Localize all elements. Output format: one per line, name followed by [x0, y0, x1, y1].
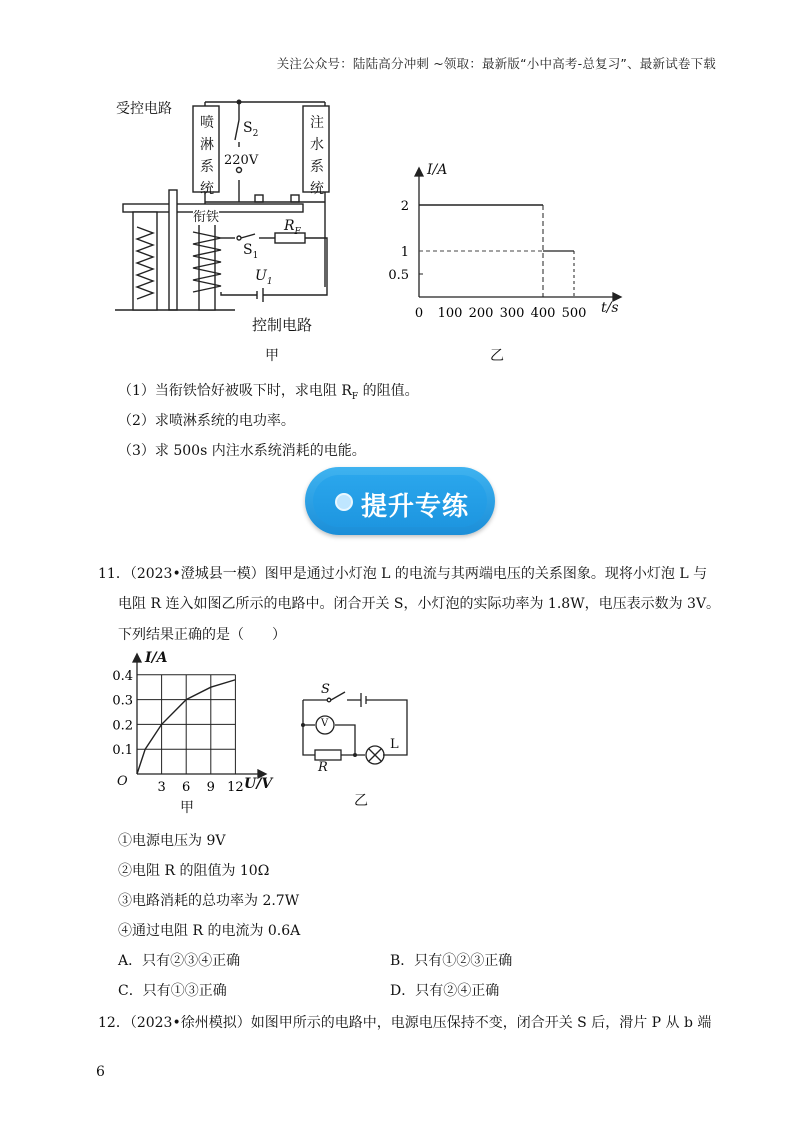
fig1-caption: 甲 [265, 348, 279, 364]
box-char: 统 [310, 181, 324, 197]
spray-system-box [194, 112, 220, 200]
box-char: 系 [200, 159, 214, 175]
x-tick-label: 0 [414, 306, 424, 321]
box-char: 淋 [200, 137, 214, 153]
iu-x-label: U/V [244, 776, 273, 792]
x-tick-label: 6 [182, 780, 191, 795]
question-3: （3）求 500s 内注水系统消耗的电能。 [118, 443, 366, 459]
y-tick-label: 0.1 [112, 743, 133, 759]
y-tick-label: 0.3 [112, 693, 133, 709]
q11-item-2: ②电阻 R 的阻值为 10Ω [118, 863, 270, 879]
source-u1-label: $U_1$ [255, 268, 273, 287]
x-tick-label: 3 [157, 780, 166, 795]
control-circuit-label: 控制电路 [252, 316, 313, 334]
x-tick-label: 12 [227, 780, 244, 795]
box-char: 系 [310, 159, 324, 175]
q11-circuit [295, 680, 425, 770]
iu-origin: O [117, 774, 128, 789]
armature-label: 衔铁 [193, 206, 219, 225]
y-tick-label: 0.4 [112, 668, 133, 684]
circuit-switch-s: S [321, 682, 330, 697]
option-a[interactable]: A．只有②③④正确 [118, 953, 241, 969]
page-header: 关注公众号：陆陆高分冲刺 ~领取：最新版“小中高考-总复习”、最新试卷下载 [276, 56, 716, 71]
q11-line2: 电阻 R 连入如图乙所示的电路中。闭合开关 S，小灯泡的实际功率为 1.8W，电压表示数为 3V。 [118, 596, 721, 612]
resistor-r: R [318, 760, 328, 775]
q11-item-4: ④通过电阻 R 的电流为 0.6A [118, 923, 301, 939]
option-c[interactable]: C．只有①③正确 [118, 983, 227, 999]
voltmeter-v: V [321, 718, 329, 729]
option-b[interactable]: B．只有①②③正确 [390, 953, 513, 969]
box-char: 统 [200, 181, 214, 197]
question-2: （2）求喷淋系统的电功率。 [118, 413, 295, 429]
box-char: 喷 [200, 115, 214, 131]
box-char: 注 [310, 115, 324, 131]
y-tick-label: 0.5 [388, 268, 409, 283]
question-1: （1）当衔铁恰好被吸下时，求电阻 $R_F$ 的阻值。 [118, 383, 419, 402]
x-tick-label: 200 [468, 306, 494, 321]
switch-s1-label: $S_1$ [243, 242, 259, 261]
x-tick-label: 500 [561, 306, 587, 321]
it-x-label: t/s [601, 300, 619, 316]
y-tick-label: 1 [400, 245, 409, 260]
it-y-label: I/A [427, 162, 448, 178]
q11-item-1: ①电源电压为 9V [118, 833, 226, 849]
lamp-l: L [390, 737, 399, 752]
q12-line1: 12．（2023•徐州模拟）如图甲所示的电路中，电源电压保持不变，闭合开关 S 后，滑片 P 从 b 端 [98, 1015, 712, 1031]
fig2-caption: 乙 [490, 348, 504, 364]
x-tick-label: 9 [206, 780, 215, 795]
page-number: 6 [96, 1064, 105, 1080]
switch-s2-label: $S_2$ [243, 120, 259, 139]
circuit-caption: 乙 [354, 793, 368, 809]
x-tick-label: 400 [530, 306, 556, 321]
water-system-box [304, 112, 330, 200]
option-d[interactable]: D．只有②④正确 [390, 983, 500, 999]
figure-yi-chart [388, 160, 625, 330]
q11-item-3: ③电路消耗的总功率为 2.7W [118, 893, 300, 909]
x-tick-label: 100 [437, 306, 463, 321]
banner-label: 提升专练 [361, 492, 470, 522]
y-tick-label: 0.2 [112, 718, 133, 734]
iu-caption: 甲 [180, 800, 194, 816]
box-char: 水 [310, 137, 324, 153]
x-tick-label: 300 [499, 306, 525, 321]
voltage-220v: 220V [224, 153, 259, 168]
q11-line1: 11．（2023•澄城县一模）图甲是通过小灯泡 L 的电流与其两端电压的关系图象。现将小灯泡 L 与 [98, 566, 708, 582]
iu-y-label: I/A [145, 650, 168, 666]
y-tick-label: 2 [400, 199, 409, 214]
resistor-rf-label: $R_F$ [284, 218, 301, 237]
search-icon [335, 493, 353, 511]
q11-line3: 下列结果正确的是（ ） [118, 627, 286, 643]
fig1-title: 受控电路 [116, 101, 172, 117]
practice-banner [305, 467, 495, 535]
